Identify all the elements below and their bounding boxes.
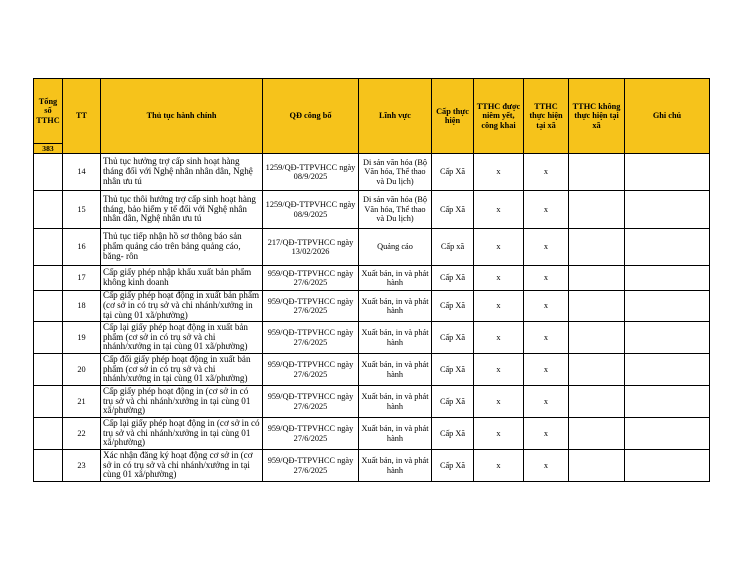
table-row [34,450,710,482]
cell-tt: 18 [63,291,101,322]
cell-procedure: Cấp lại giấy phép hoạt động in xuất bản phẩm (cơ sở in có trụ sở và chi nhánh/xưởng in tại cùng 01 xã/phường) [101,322,263,354]
table-row [34,229,710,266]
cell-posted: x [474,386,524,418]
cell-procedure: Cấp lại giấy phép hoạt động in (cơ sở in có trụ sở và chi nhánh/xưởng in tại cùng 01 xã/phường) [101,418,263,450]
cell-note [625,418,710,450]
cell-procedure: Cấp đổi giấy phép hoạt động in xuất bản phẩm (cơ sở in có trụ sở và chi nhánh/xưởng in tại cùng 01 xã/phường) [101,354,263,386]
cell-blank [34,291,63,322]
cell-level: Cấp Xã [432,291,474,322]
cell-blank [34,322,63,354]
cell-not-done-commune [569,266,625,291]
table-row [34,191,710,229]
header-posted: TTHC được niêm yết, công khai [474,79,524,154]
cell-posted: x [474,229,524,266]
cell-not-done-commune [569,322,625,354]
cell-blank [34,450,63,482]
table-row [34,322,710,354]
cell-field: Xuất bản, in và phát hành [359,291,432,322]
table-body [34,154,710,482]
cell-decision: 959/QĐ-TTPVHCC ngày 27/6/2025 [263,291,359,322]
cell-field: Xuất bản, in và phát hành [359,418,432,450]
cell-note [625,322,710,354]
cell-posted: x [474,322,524,354]
cell-field: Xuất bản, in và phát hành [359,450,432,482]
header-level: Cấp thực hiện [432,79,474,154]
cell-note [625,191,710,229]
cell-tt: 23 [63,450,101,482]
cell-note [625,229,710,266]
cell-not-done-commune [569,386,625,418]
cell-decision: 217/QĐ-TTPVHCC ngày 13/02/2026 [263,229,359,266]
cell-not-done-commune [569,354,625,386]
table-row [34,154,710,191]
cell-decision: 959/QĐ-TTPVHCC ngày 27/6/2025 [263,386,359,418]
cell-blank [34,154,63,191]
header-note: Ghi chú [625,79,710,154]
cell-level: Cấp Xã [432,450,474,482]
header-procedure: Thủ tục hành chính [101,79,263,154]
header-done-commune: TTHC thực hiện tại xã [524,79,569,154]
cell-level: Cấp Xã [432,386,474,418]
cell-done-commune: x [524,418,569,450]
cell-posted: x [474,354,524,386]
cell-posted: x [474,291,524,322]
cell-level: Cấp Xã [432,191,474,229]
cell-done-commune: x [524,191,569,229]
cell-field: Quảng cáo [359,229,432,266]
cell-procedure: Cấp giấy phép nhập khẩu xuất bản phẩm không kinh doanh [101,266,263,291]
cell-field: Di sản văn hóa (Bộ Văn hóa, Thể thao và Du lịch) [359,191,432,229]
cell-tt: 19 [63,322,101,354]
cell-tt: 21 [63,386,101,418]
cell-not-done-commune [569,191,625,229]
cell-tt: 22 [63,418,101,450]
cell-done-commune: x [524,229,569,266]
cell-decision: 1259/QĐ-TTPVHCC ngày 08/9/2025 [263,191,359,229]
cell-done-commune: x [524,266,569,291]
cell-note [625,354,710,386]
cell-procedure: Cấp giấy phép hoạt động in xuất bản phẩm (cơ sở in có trụ sở và chi nhánh/xưởng in tại cùng 01 xã/phường) [101,291,263,322]
cell-not-done-commune [569,229,625,266]
cell-done-commune: x [524,154,569,191]
cell-done-commune: x [524,354,569,386]
cell-decision: 959/QĐ-TTPVHCC ngày 27/6/2025 [263,322,359,354]
cell-decision: 959/QĐ-TTPVHCC ngày 27/6/2025 [263,354,359,386]
cell-not-done-commune [569,450,625,482]
cell-field: Xuất bản, in và phát hành [359,354,432,386]
cell-tt: 14 [63,154,101,191]
cell-not-done-commune [569,291,625,322]
cell-tt: 16 [63,229,101,266]
cell-field: Xuất bản, in và phát hành [359,386,432,418]
header-not-done-commune: TTHC không thực hiện tại xã [569,79,625,154]
cell-field: Xuất bản, in và phát hành [359,322,432,354]
cell-not-done-commune [569,418,625,450]
cell-done-commune: x [524,386,569,418]
cell-posted: x [474,191,524,229]
cell-level: Cấp Xã [432,322,474,354]
cell-posted: x [474,450,524,482]
table-row [34,354,710,386]
cell-procedure: Thủ tục hưởng trợ cấp sinh hoạt hàng tháng đối với Nghệ nhân nhân dân, Nghệ nhân ưu tú [101,154,263,191]
header-total: Tổng số TTHC [34,79,63,144]
cell-note [625,291,710,322]
table-row [34,291,710,322]
header-decision: QĐ công bố [263,79,359,154]
cell-blank [34,418,63,450]
cell-posted: x [474,418,524,450]
cell-procedure: Xác nhận đăng ký hoạt động cơ sở in (cơ sở in có trụ sở và chi nhánh/xưởng in tại cùng 01 xã/phường) [101,450,263,482]
table-row [34,266,710,291]
cell-blank [34,354,63,386]
cell-blank [34,191,63,229]
cell-blank [34,229,63,266]
cell-procedure: Thủ tục tiếp nhận hồ sơ thông báo sản phẩm quảng cáo trên bảng quảng cáo, băng- rôn [101,229,263,266]
cell-field: Di sản văn hóa (Bộ Văn hóa, Thể thao và Du lịch) [359,154,432,191]
cell-done-commune: x [524,450,569,482]
cell-posted: x [474,266,524,291]
cell-procedure: Thủ tục thôi hưởng trợ cấp sinh hoạt hàng tháng, bảo hiểm y tế đối với Nghệ nhân nhân dân, Nghệ nhân ưu tú [101,191,263,229]
cell-level: Cấp xã [432,229,474,266]
header-total-value: 383 [34,144,63,154]
cell-decision: 959/QĐ-TTPVHCC ngày 27/6/2025 [263,266,359,291]
cell-tt: 15 [63,191,101,229]
cell-level: Cấp Xã [432,354,474,386]
cell-blank [34,266,63,291]
cell-note [625,386,710,418]
table-row [34,418,710,450]
cell-decision: 1259/QĐ-TTPVHCC ngày 08/9/2025 [263,154,359,191]
cell-level: Cấp Xã [432,266,474,291]
cell-note [625,266,710,291]
cell-procedure: Cấp giấy phép hoạt động in (cơ sở in có trụ sở và chi nhánh/xưởng in tại cùng 01 xã/phường) [101,386,263,418]
cell-decision: 959/QĐ-TTPVHCC ngày 27/6/2025 [263,450,359,482]
cell-level: Cấp Xã [432,154,474,191]
cell-blank [34,386,63,418]
cell-tt: 20 [63,354,101,386]
cell-done-commune: x [524,322,569,354]
cell-level: Cấp Xã [432,418,474,450]
cell-done-commune: x [524,291,569,322]
cell-tt: 17 [63,266,101,291]
cell-posted: x [474,154,524,191]
cell-note [625,450,710,482]
table-header [34,79,710,154]
cell-note [625,154,710,191]
header-field: Lĩnh vực [359,79,432,154]
header-tt: TT [63,79,101,154]
cell-decision: 959/QĐ-TTPVHCC ngày 27/6/2025 [263,418,359,450]
cell-field: Xuất bản, in và phát hành [359,266,432,291]
table-row [34,386,710,418]
procedures-table [33,78,710,482]
cell-not-done-commune [569,154,625,191]
